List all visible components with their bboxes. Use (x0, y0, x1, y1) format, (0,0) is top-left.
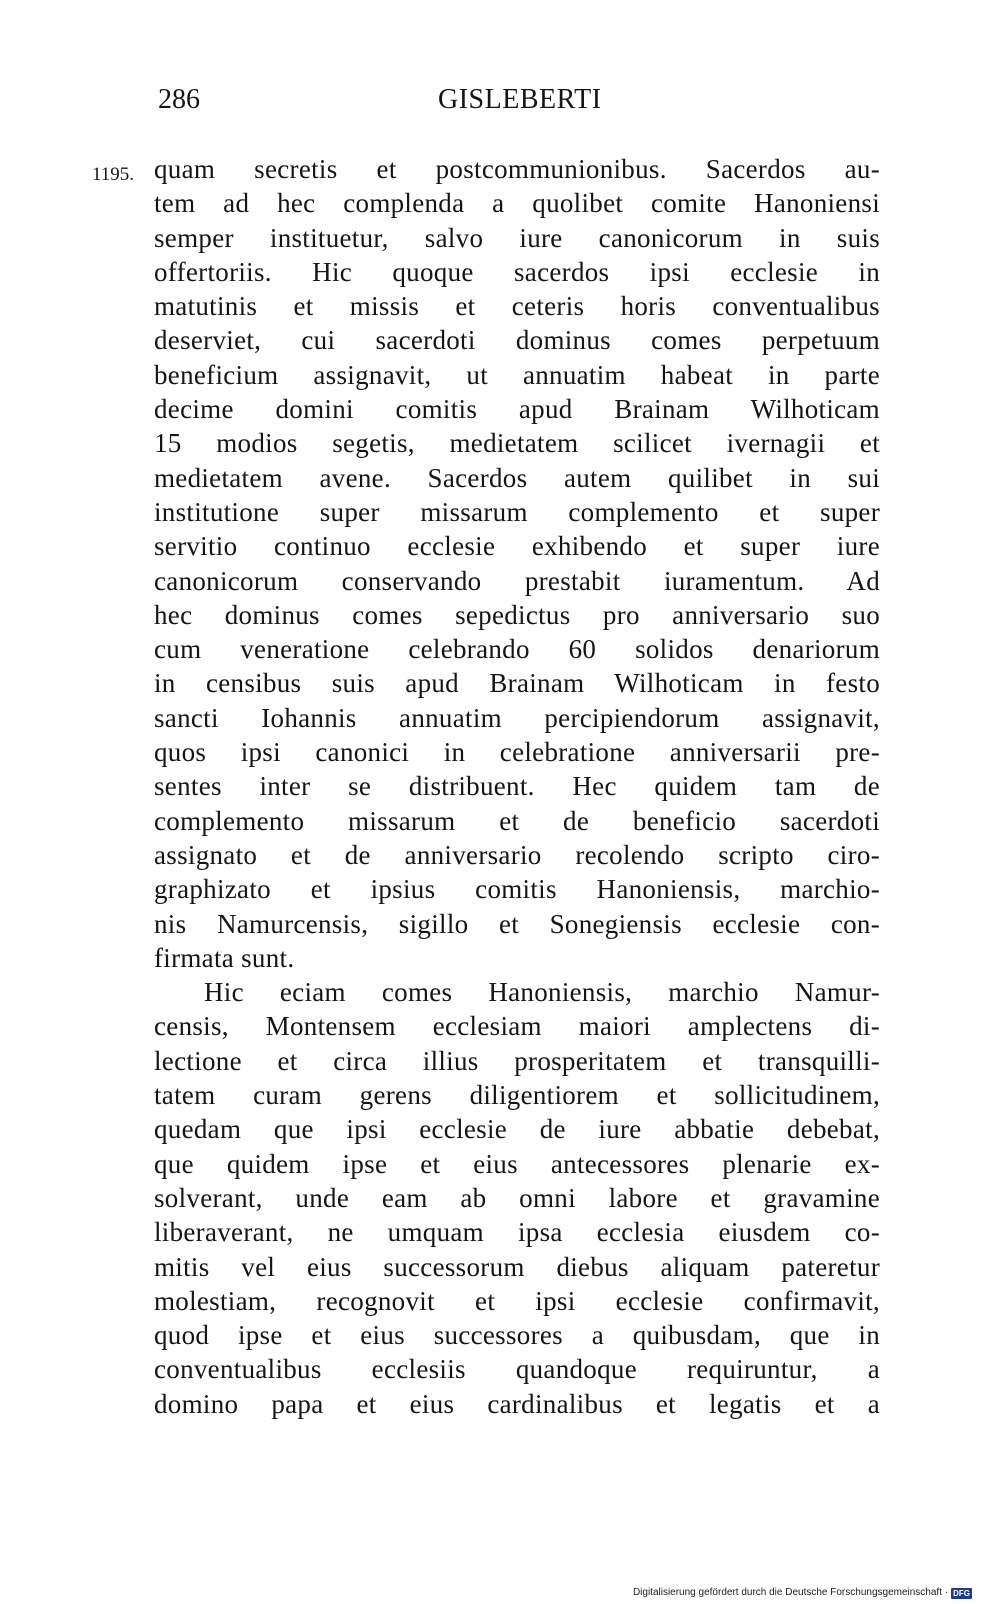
text-line: que quidem ipse et eius antecessores plenarie ex- (154, 1148, 880, 1179)
text-line: graphizato et ipsius comitis Hanoniensis, marchio- (154, 874, 880, 905)
text-line: decime domini comitis apud Brainam Wilhoticam (154, 394, 880, 425)
text-line: lectione et circa illius prosperitatem et transquilli- (154, 1045, 880, 1076)
text-line: cum veneratione celebrando 60 solidos denariorum (154, 634, 880, 665)
text-line: sentes inter se distribuent. Hec quidem tam de (154, 771, 880, 802)
dfg-logo-icon: DFG (953, 1588, 970, 1598)
text-line: quam secretis et postcommunionibus. Sacerdos au- (154, 154, 880, 184)
text-line: institutione super missarum complemento et super (154, 496, 880, 527)
text-line: beneficium assignavit, ut annuatim habeat in parte (154, 359, 880, 390)
text-line: sancti Iohannis annuatim percipiendorum assignavit, (154, 702, 880, 733)
text-line: solverant, unde eam ab omni labore et gravamine (154, 1182, 880, 1213)
text-line: tem ad hec complenda a quolibet comite Hanoniensi (154, 188, 880, 219)
text-line: 15 modios segetis, medietatem scilicet ivernagii et (154, 428, 880, 459)
text-line: deserviet, cui sacerdoti dominus comes perpetuum (154, 325, 880, 356)
text-line: offertoriis. Hic quoque sacerdos ipsi ecclesie in (154, 256, 880, 287)
text-line: assignato et de anniversario recolendo scripto ciro- (154, 839, 880, 870)
body-text (154, 152, 880, 1421)
text-line: liberaverant, ne umquam ipsa ecclesia eiusdem co- (154, 1217, 880, 1248)
text-line: firmata sunt. (154, 942, 295, 973)
digitization-credit (633, 1586, 972, 1600)
text-line: hec dominus comes sepedictus pro anniversario suo (154, 599, 880, 630)
text-line: quod ipse et eius successores a quibusdam, que in (154, 1320, 880, 1351)
text-line: quedam que ipsi ecclesie de iure abbatie debebat, (154, 1114, 880, 1145)
text-line: domino papa et eius cardinalibus et legatis et a (154, 1388, 880, 1419)
paragraph-start-line: Hic eciam comes Hanoniensis, marchio Namur- (204, 977, 880, 1008)
text-line: molestiam, recognovit et ipsi ecclesie confirmavit, (154, 1285, 880, 1316)
text-line: matutinis et missis et ceteris horis conventualibus (154, 291, 880, 322)
text-line: mitis vel eius successorum diebus aliquam pateretur (154, 1251, 880, 1282)
running-title: GISLEBERTI (438, 84, 602, 115)
text-line: conventualibus ecclesiis quandoque requiruntur, a (154, 1354, 880, 1385)
running-head (158, 80, 864, 120)
margin-year: 1195. (92, 164, 135, 185)
credit-text: Digitalisierung gefördert durch die Deutsche Forschungsgemeinschaft · (632, 1587, 949, 1598)
page-number: 286 (158, 84, 200, 115)
text-line: medietatem avene. Sacerdos autem quilibet in sui (154, 462, 880, 493)
text-line: servitio continuo ecclesie exhibendo et super iure (154, 531, 880, 562)
text-line: tatem curam gerens diligentiorem et sollicitudinem, (154, 1080, 880, 1111)
text-line: semper instituetur, salvo iure canonicorum in suis (154, 222, 880, 253)
text-line: censis, Montensem ecclesiam maiori amplectens di- (154, 1011, 880, 1042)
text-line: nis Namurcensis, sigillo et Sonegiensis ecclesie con- (154, 908, 880, 939)
text-line: quos ipsi canonici in celebratione anniversarii pre- (154, 737, 880, 768)
text-line: complemento missarum et de beneficio sacerdoti (154, 805, 880, 836)
text-line: in censibus suis apud Brainam Wilhoticam in festo (154, 668, 880, 699)
text-line: canonicorum conservando prestabit iuramentum. Ad (154, 565, 880, 596)
